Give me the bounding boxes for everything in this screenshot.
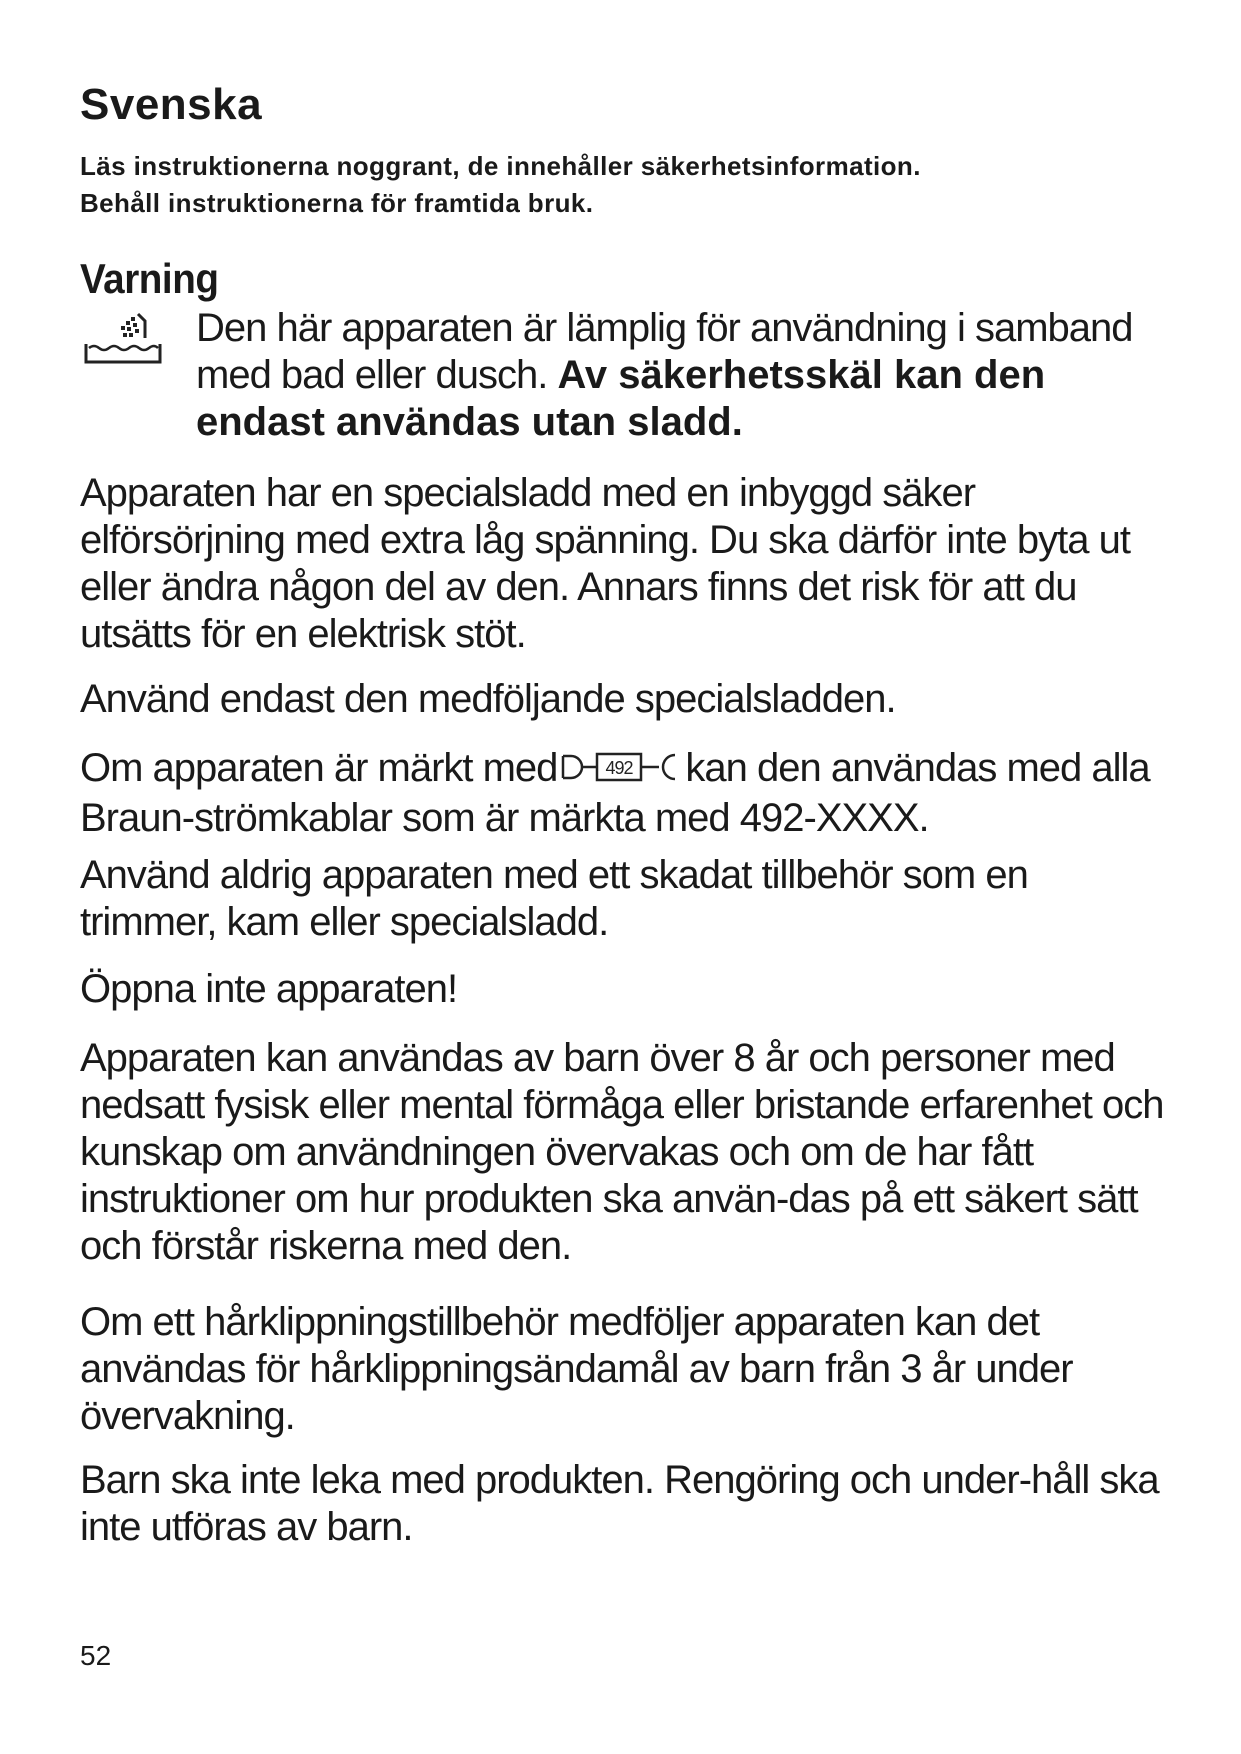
cable-symbol-number: 492	[605, 758, 633, 778]
page-number: 52	[80, 1640, 112, 1671]
paragraph-use-only: Använd endast den medföljande specialsladden.	[80, 677, 896, 721]
paragraph-no-play: Barn ska inte leka med produkten. Rengöring och under-håll ska inte utföras av barn.	[80, 1458, 1159, 1549]
page-title: Svenska	[80, 80, 263, 129]
paragraph-marked-before: Om apparaten är märkt med	[80, 746, 558, 790]
intro-text	[80, 148, 921, 222]
warning-heading: Varning	[80, 255, 219, 302]
cable-492-icon	[559, 748, 681, 795]
paragraph-do-not-open: Öppna inte apparaten!	[80, 967, 458, 1011]
paragraph-special-cord: Apparaten har en specialsladd med en inbyggd säker elförsörjning med extra låg spänning. Du ska därför inte byta ut eller ändra någon del av den. Annars finns det risk för att du utsätts för en elektrisk stöt.	[80, 471, 1130, 656]
paragraph-damaged: Använd aldrig apparaten med ett skadat tillbehör som en trimmer, kam eller specialsladd.	[80, 853, 1028, 944]
paragraph-children-3: Om ett hårklippningstillbehör medföljer apparaten kan det användas för hårklippningsändamål av barn från 3 år under övervakning.	[80, 1300, 1073, 1438]
bath-shower-icon	[83, 312, 163, 382]
warning-text-plain: Den här apparaten är lämplig för användning i samband med bad eller dusch.	[196, 306, 1133, 397]
intro-line-1: Läs instruktionerna noggrant, de innehåller säkerhetsinformation.	[80, 151, 921, 181]
paragraph-children-8: Apparaten kan användas av barn över 8 år och personer med nedsatt fysisk eller mental förmåga eller bristande erfarenhet och kunskap om användningen övervakas och om de har fått instruktioner om hur produkten ska använ-das på ett säkert sätt och förstår riskerna med den.	[80, 1036, 1164, 1268]
intro-line-2: Behåll instruktionerna för framtida bruk.	[80, 188, 594, 218]
warning-text-bold: Av säkerhetsskäl kan den endast användas utan sladd.	[196, 353, 1046, 444]
warning-text	[196, 305, 1176, 446]
paragraph-marked-after: kan den användas med alla Braun-strömkablar som är märkta med 492-XXXX.	[80, 746, 1150, 840]
paragraph-marked	[80, 745, 1170, 842]
